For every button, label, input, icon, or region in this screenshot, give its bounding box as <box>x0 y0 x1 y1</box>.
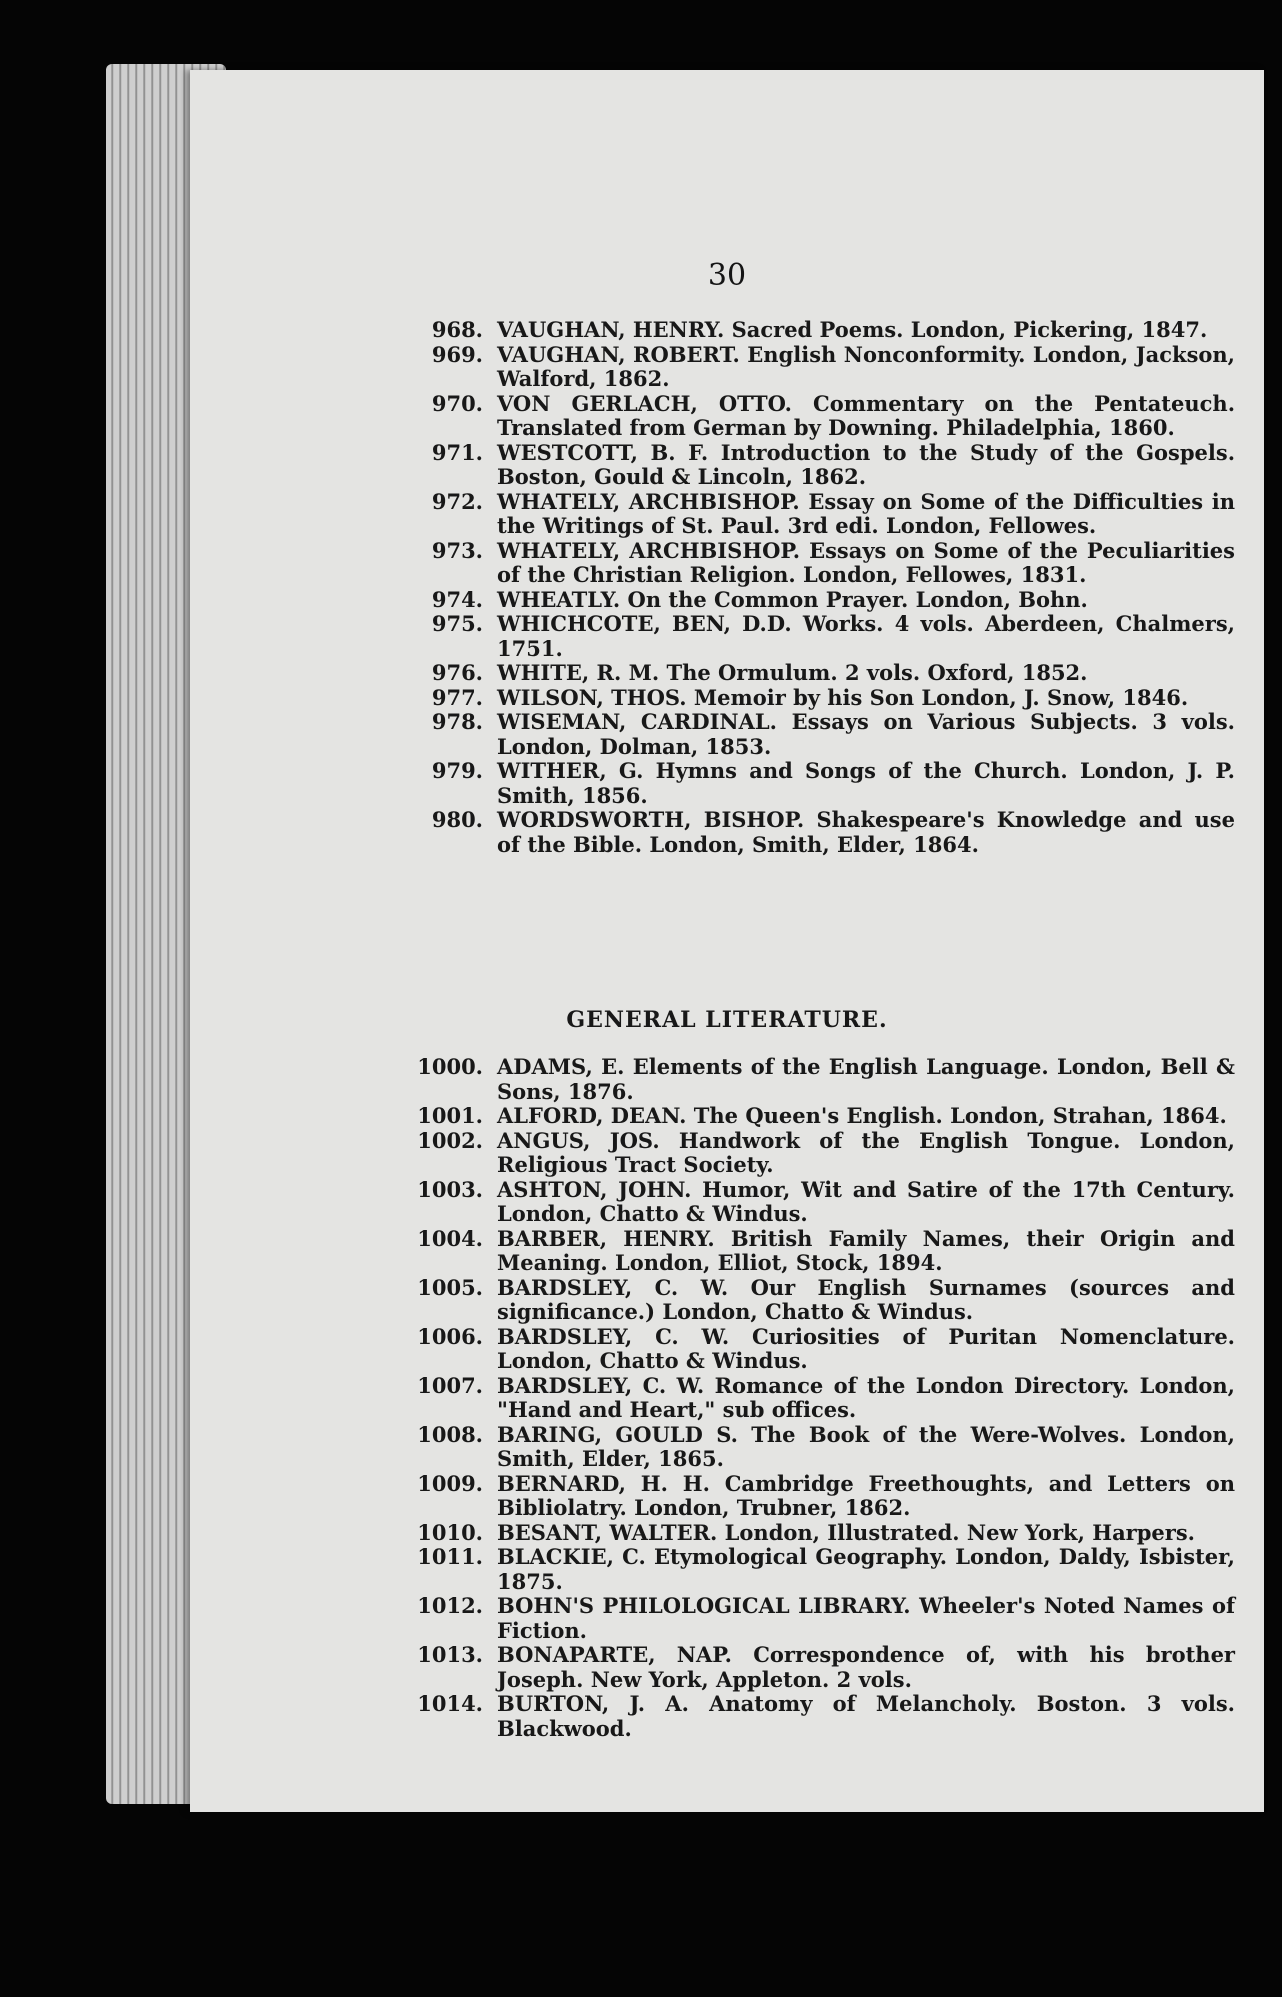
entry-text: BURTON, J. A. Anatomy of Melancholy. Boston. 3 vols. Blackwood. <box>497 1691 1235 1741</box>
entry-text: BESANT, WALTER. London, Illustrated. New York, Harpers. <box>497 1519 1195 1545</box>
entry-text: BARING, GOULD S. The Book of the Were-Wolves. London, Smith, Elder, 1865. <box>497 1421 1235 1471</box>
catalog-entry <box>415 1423 1235 1472</box>
entry-text: VAUGHAN, HENRY. Sacred Poems. London, Pickering, 1847. <box>497 317 1208 342</box>
entry-number: 974. <box>431 586 483 612</box>
entry-number: 975. <box>431 611 483 636</box>
catalog-entry <box>415 392 1235 441</box>
entry-number: 1008. <box>417 1421 483 1447</box>
entry-number: 1012. <box>417 1593 483 1618</box>
catalog-entry <box>415 1325 1235 1374</box>
book-page <box>190 70 1264 1812</box>
entry-number: 968. <box>431 317 483 342</box>
entry-number: 1004. <box>417 1225 483 1251</box>
catalog-entry <box>415 1643 1235 1692</box>
catalog-entry <box>415 343 1235 392</box>
catalog-entry <box>415 710 1235 759</box>
entry-text: BONAPARTE, NAP. Correspondence of, with his brother Joseph. New York, Appleton. 2 vols. <box>497 1642 1235 1692</box>
entry-number: 1009. <box>417 1470 483 1496</box>
entry-text: BARDSLEY, C. W. Our English Surnames (sources and significance.) London, Chatto & Windus. <box>497 1274 1235 1324</box>
catalog-entry <box>415 1594 1235 1643</box>
entry-number: 1000. <box>417 1054 483 1079</box>
entry-number: 970. <box>431 390 483 416</box>
entry-text: WHITE, R. M. The Ormulum. 2 vols. Oxford, 1852. <box>497 660 1088 685</box>
entry-text: ANGUS, JOS. Handwork of the English Tongue. London, Religious Tract Society. <box>497 1127 1235 1177</box>
catalog-entry <box>415 1055 1235 1104</box>
catalog-entry <box>415 490 1235 539</box>
entry-number: 1001. <box>417 1103 483 1128</box>
entry-number: 976. <box>431 660 483 685</box>
entry-text: WHEATLY. On the Common Prayer. London, Bohn. <box>497 586 1088 612</box>
catalog-entry <box>415 1374 1235 1423</box>
catalog-entry <box>415 318 1235 343</box>
page-number: 30 <box>707 258 747 293</box>
catalog-entry <box>415 1521 1235 1546</box>
entry-text: ADAMS, E. Elements of the English Language. London, Bell & Sons, 1876. <box>497 1054 1235 1104</box>
section-heading: GENERAL LITERATURE. <box>566 1007 888 1033</box>
entry-text: BLACKIE, C. Etymological Geography. London, Daldy, Isbister, 1875. <box>497 1544 1235 1594</box>
entry-text: WITHER, G. Hymns and Songs of the Church. London, J. P. Smith, 1856. <box>497 758 1235 808</box>
entry-number: 977. <box>431 684 483 710</box>
entry-text: WISEMAN, CARDINAL. Essays on Various Subjects. 3 vols. London, Dolman, 1853. <box>497 709 1235 759</box>
catalog-entry <box>415 1227 1235 1276</box>
entry-text: WORDSWORTH, BISHOP. Shakespeare's Knowledge and use of the Bible. London, Smith, Elder, 1864. <box>497 807 1235 857</box>
catalog-entry <box>415 808 1235 857</box>
entry-number: 1002. <box>417 1127 483 1153</box>
entry-number: 973. <box>431 537 483 563</box>
entry-text: VON GERLACH, OTTO. Commentary on the Pentateuch. Translated from German by Downing. Philadelphia, 1860. <box>497 390 1235 440</box>
entry-number: 1014. <box>417 1691 483 1716</box>
entry-number: 1003. <box>417 1176 483 1202</box>
catalog-entry <box>415 1692 1235 1741</box>
entry-list-general-literature <box>415 1055 1235 1741</box>
entry-text: BARDSLEY, C. W. Romance of the London Directory. London, "Hand and Heart," sub offices. <box>497 1372 1235 1422</box>
catalog-entry <box>415 1129 1235 1178</box>
entry-list-theology <box>415 318 1235 857</box>
entry-text: BOHN'S PHILOLOGICAL LIBRARY. Wheeler's Noted Names of Fiction. <box>497 1593 1235 1643</box>
entry-number: 972. <box>431 488 483 514</box>
entry-text: VAUGHAN, ROBERT. English Nonconformity. London, Jackson, Walford, 1862. <box>497 341 1235 391</box>
entry-text: WHATELY, ARCHBISHOP. Essay on Some of the Difficulties in the Writings of St. Paul. 3rd edi. London, Fellowes. <box>497 488 1235 538</box>
catalog-entry <box>415 1276 1235 1325</box>
catalog-entry <box>415 1545 1235 1594</box>
entry-number: 969. <box>431 341 483 367</box>
catalog-entry <box>415 759 1235 808</box>
entry-text: WHATELY, ARCHBISHOP. Essays on Some of the Peculiarities of the Christian Religion. London, Fellowes, 1831. <box>497 537 1235 587</box>
entry-text: ASHTON, JOHN. Humor, Wit and Satire of the 17th Century. London, Chatto & Windus. <box>497 1176 1235 1226</box>
catalog-entry <box>415 1104 1235 1129</box>
catalog-entry <box>415 686 1235 711</box>
catalog-entry <box>415 539 1235 588</box>
entry-number: 1007. <box>417 1372 483 1398</box>
catalog-entry <box>415 441 1235 490</box>
entry-text: BARBER, HENRY. British Family Names, their Origin and Meaning. London, Elliot, Stock, 1894. <box>497 1225 1235 1275</box>
entry-number: 1013. <box>417 1642 483 1667</box>
catalog-entry <box>415 588 1235 613</box>
entry-text: ALFORD, DEAN. The Queen's English. London, Strahan, 1864. <box>497 1103 1227 1128</box>
entry-text: WHICHCOTE, BEN, D.D. Works. 4 vols. Aberdeen, Chalmers, 1751. <box>497 611 1235 661</box>
catalog-entry <box>415 612 1235 661</box>
entry-text: BARDSLEY, C. W. Curiosities of Puritan Nomenclature. London, Chatto & Windus. <box>497 1323 1235 1373</box>
entry-text: WESTCOTT, B. F. Introduction to the Study of the Gospels. Boston, Gould & Lincoln, 1862. <box>497 439 1235 489</box>
catalog-entry <box>415 1178 1235 1227</box>
catalog-entry <box>415 661 1235 686</box>
entry-number: 979. <box>431 758 483 783</box>
entry-number: 1011. <box>417 1544 483 1569</box>
entry-number: 980. <box>431 807 483 832</box>
entry-number: 1006. <box>417 1323 483 1349</box>
entry-number: 971. <box>431 439 483 465</box>
entry-number: 978. <box>431 709 483 734</box>
entry-number: 1005. <box>417 1274 483 1300</box>
entry-text: WILSON, THOS. Memoir by his Son London, J. Snow, 1846. <box>497 684 1189 710</box>
catalog-entry <box>415 1472 1235 1521</box>
entry-text: BERNARD, H. H. Cambridge Freethoughts, and Letters on Bibliolatry. London, Trubner, 1862. <box>497 1470 1235 1520</box>
entry-number: 1010. <box>417 1519 483 1545</box>
